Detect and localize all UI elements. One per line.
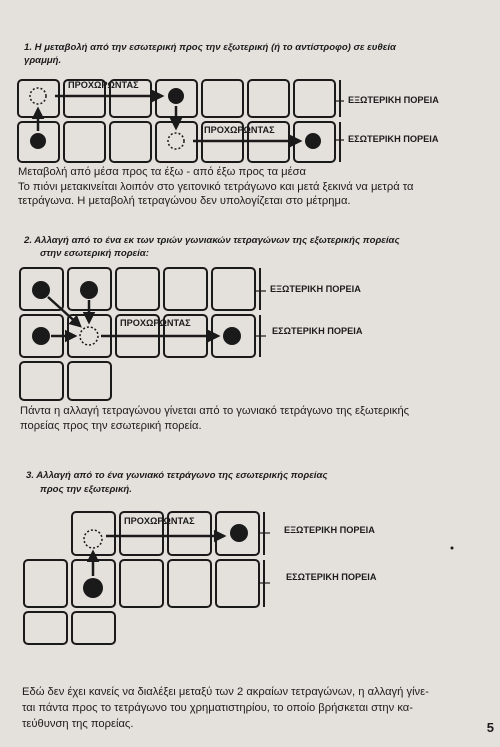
section2-body-line1: Πάντα η αλλαγή τετραγώνου γίνεται από το γωνιακό τετράγωνο της εξωτερικής bbox=[20, 405, 410, 417]
track-lower bbox=[20, 362, 111, 400]
section3-body-line3: τεύθυνση της πορείας. bbox=[22, 718, 134, 730]
inner-track-label: ΕΣΩΤΕΡΙΚΗ ΠΟΡΕΙΑ bbox=[286, 572, 377, 582]
pawn-icon bbox=[32, 327, 50, 345]
section3-body-line1: Εδώ δεν έχει κανείς να διαλέξει μεταξύ των 2 ακραίων τετραγώνων, η αλλαγή γίνε- bbox=[22, 686, 429, 698]
pawn-icon bbox=[83, 578, 103, 598]
pawn-icon bbox=[168, 88, 184, 104]
section3-body-line2: ται πάντα προς το τετράγωνο του χρηματιστηρίου, το οποίο βρήσκεται στην κα- bbox=[22, 702, 414, 714]
section2-heading-line1: 2. Αλλαγή από το ένα εκ των τριών γωνιακών τετραγώνων της εξωτερικής πορείας bbox=[24, 235, 400, 246]
proxorontas-label: ΠΡΟΧΩΡΩΝΤΑΣ bbox=[124, 516, 195, 526]
proxorontas-label: ΠΡΟΧΩΡΩΝΤΑΣ bbox=[204, 125, 275, 135]
pawn-icon bbox=[223, 327, 241, 345]
track-inner bbox=[24, 560, 264, 607]
section1-heading-line2: γραμμή. bbox=[24, 55, 62, 66]
outer-track-label: ΕΞΩΤΕΡΙΚΗ ΠΟΡΕΙΑ bbox=[270, 284, 361, 294]
section1-body-line1: Το πιόνι μετακινείται λοιπόν στο γειτονικό τετράγωνο και μετά ξεκινά να μετρά τα bbox=[18, 181, 414, 193]
pawn-start-icon bbox=[84, 530, 102, 548]
pawn-icon bbox=[230, 524, 248, 542]
outer-track-label: ΕΞΩΤΕΡΙΚΗ ΠΟΡΕΙΑ bbox=[348, 95, 439, 105]
diagram-2 bbox=[20, 268, 266, 400]
section3-heading-line2: προς την εξωτερική. bbox=[40, 484, 132, 495]
outer-track-label: ΕΞΩΤΕΡΙΚΗ ΠΟΡΕΙΑ bbox=[284, 525, 375, 535]
pawn-start-icon bbox=[80, 327, 98, 345]
pawn-icon bbox=[305, 133, 321, 149]
page-number: 5 bbox=[486, 720, 494, 735]
proxorontas-label: ΠΡΟΧΩΡΩΝΤΑΣ bbox=[68, 80, 139, 90]
pawn-icon bbox=[30, 133, 46, 149]
section1-caption: Μεταβολή από μέσα προς τα έξω - από έξω προς τα μέσα bbox=[18, 166, 306, 178]
pawn-icon bbox=[80, 281, 98, 299]
ink-dot bbox=[451, 547, 454, 550]
diagram-3 bbox=[24, 512, 270, 644]
proxorontas-label: ΠΡΟΧΩΡΩΝΤΑΣ bbox=[120, 318, 191, 328]
pawn-icon bbox=[32, 281, 50, 299]
section2-body-line2: πορείας προς την εσωτερική πορεία. bbox=[20, 420, 202, 432]
pawn-start-icon bbox=[30, 88, 46, 104]
section1-heading-line1: 1. Η μεταβολή από την εσωτερική προς την εξωτερική (ή το αντίστροφο) σε ευθεία bbox=[24, 42, 396, 53]
section2-heading-line2: στην εσωτερική πορεία: bbox=[40, 248, 149, 259]
section3-heading-line1: 3. Αλλαγή από το ένα γωνιακό τετράγωνο της εσωτερικής πορείας bbox=[26, 470, 328, 481]
section1-body-line2: τετράγωνα. Η μεταβολή τετραγώνου δεν υπολογίζεται στο μέτρημα. bbox=[18, 195, 351, 207]
track-lower bbox=[24, 612, 115, 644]
inner-track-label: ΕΣΩΤΕΡΙΚΗ ΠΟΡΕΙΑ bbox=[272, 326, 363, 336]
inner-track-label: ΕΣΩΤΕΡΙΚΗ ΠΟΡΕΙΑ bbox=[348, 134, 439, 144]
pawn-start-icon bbox=[168, 133, 184, 149]
diagram-1 bbox=[18, 80, 344, 162]
